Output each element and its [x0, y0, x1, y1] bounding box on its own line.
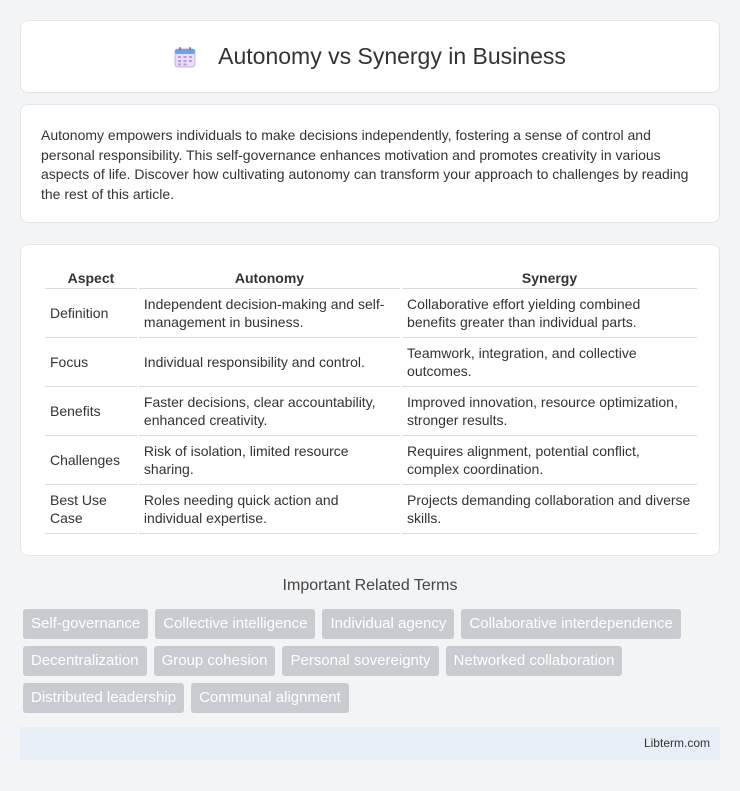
- table-row: [45, 338, 697, 387]
- cell-aspect: Definition: [45, 289, 137, 338]
- cell-autonomy: Independent decision-making and self-management in business.: [139, 289, 400, 338]
- cell-autonomy: Individual responsibility and control.: [139, 338, 400, 387]
- header-aspect: Aspect: [45, 267, 137, 289]
- cell-autonomy: Faster decisions, clear accountability, enhanced creativity.: [139, 387, 400, 436]
- comparison-table: [43, 267, 699, 534]
- page-title: Autonomy vs Synergy in Business: [218, 43, 566, 69]
- term-tag[interactable]: Collaborative interdependence: [461, 609, 680, 639]
- footer-link[interactable]: Libterm.com: [643, 736, 710, 750]
- table-row: [45, 289, 697, 338]
- intro-card: [20, 104, 720, 223]
- cell-aspect: Focus: [45, 338, 137, 387]
- term-tag[interactable]: Personal sovereignty: [282, 646, 438, 676]
- cell-synergy: Collaborative effort yielding combined benefits greater than individual parts.: [402, 289, 697, 338]
- term-tag[interactable]: Self-governance: [23, 609, 148, 639]
- cell-synergy: Teamwork, integration, and collective outcomes.: [402, 338, 697, 387]
- cell-aspect: Challenges: [45, 436, 137, 485]
- header-autonomy: Autonomy: [139, 267, 400, 289]
- term-tag[interactable]: Networked collaboration: [446, 646, 623, 676]
- related-terms-list: [23, 609, 723, 713]
- comparison-card: [20, 244, 720, 556]
- term-tag[interactable]: Individual agency: [322, 609, 454, 639]
- cell-autonomy: Risk of isolation, limited resource sharing.: [139, 436, 400, 485]
- term-tag[interactable]: Group cohesion: [154, 646, 276, 676]
- term-tag[interactable]: Decentralization: [23, 646, 147, 676]
- table-row: [45, 387, 697, 436]
- term-tag[interactable]: Distributed leadership: [23, 683, 184, 713]
- intro-text: Autonomy empowers individuals to make decisions independently, fostering a sense of control and personal responsibility. This self-governance enhances motivation and promotes creativity in various aspects of life. Discover how cultivating autonomy can transform your approach to challenges by reading the rest of this article.: [41, 127, 689, 202]
- table-row: [45, 436, 697, 485]
- cell-synergy: Projects demanding collaboration and diverse skills.: [402, 485, 697, 534]
- table-row: [45, 485, 697, 534]
- header-synergy: Synergy: [402, 267, 697, 289]
- table-header-row: [45, 267, 697, 289]
- term-tag[interactable]: Communal alignment: [191, 683, 349, 713]
- cell-autonomy: Roles needing quick action and individual expertise.: [139, 485, 400, 534]
- term-tag[interactable]: Collective intelligence: [155, 609, 315, 639]
- cell-synergy: Requires alignment, potential conflict, complex coordination.: [402, 436, 697, 485]
- related-terms-title: Important Related Terms: [282, 577, 458, 594]
- calendar-icon: [174, 46, 196, 68]
- cell-aspect: Benefits: [45, 387, 137, 436]
- footer: [20, 727, 720, 760]
- cell-synergy: Improved innovation, resource optimization, stronger results.: [402, 387, 697, 436]
- cell-aspect: Best Use Case: [45, 485, 137, 534]
- header-card: [20, 20, 720, 93]
